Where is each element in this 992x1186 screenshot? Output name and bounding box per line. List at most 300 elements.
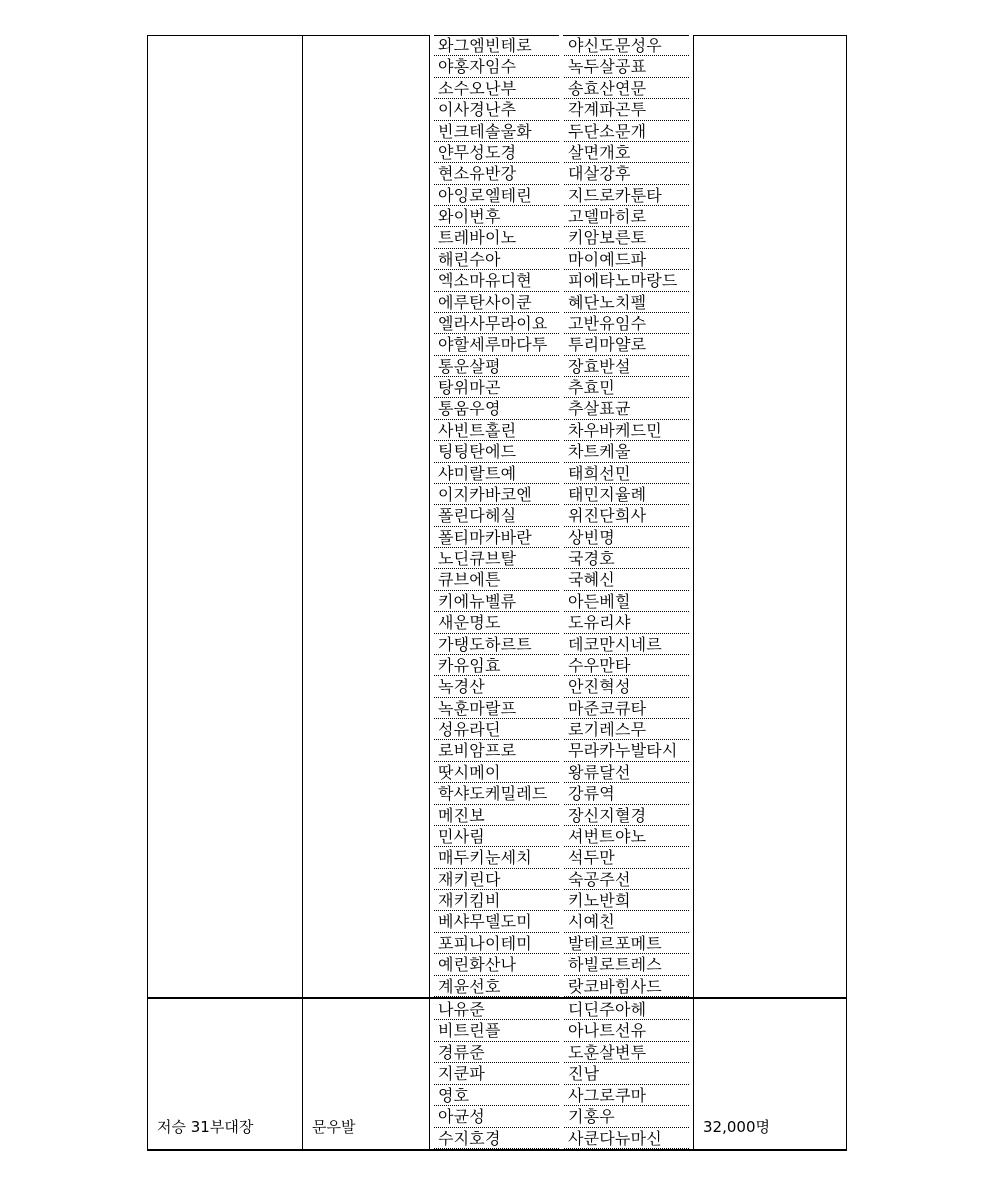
name-row (430, 185, 693, 206)
row-gap (559, 398, 563, 419)
name-left: 로비암프로 (438, 741, 517, 761)
name-left: 이지카바코엔 (438, 484, 532, 504)
name-right: 하빌로트레스 (568, 955, 662, 975)
name-row (430, 783, 693, 804)
row-gap (559, 762, 563, 783)
row-gap (559, 249, 563, 270)
name-row (430, 292, 693, 313)
name-right: 왕류달선 (568, 762, 631, 782)
name-right: 혜단노치펠 (568, 292, 647, 312)
row-gap (430, 999, 434, 1020)
row-gap (689, 1020, 693, 1041)
name-right: 랏코바힘사드 (568, 976, 662, 996)
row-gap (689, 911, 693, 932)
name-row (430, 548, 693, 569)
row-gap (559, 484, 563, 505)
row-gap (430, 783, 434, 804)
row-gap (689, 933, 693, 954)
row-gap (430, 398, 434, 419)
row-gap (559, 612, 563, 633)
row-gap (430, 911, 434, 932)
row-gap (689, 99, 693, 120)
name-right: 숙공주선 (568, 869, 631, 889)
name-left: 경류준 (438, 1042, 485, 1062)
row-gap (559, 78, 563, 99)
name-left: 야홍자임수 (438, 57, 517, 77)
row-gap (689, 676, 693, 697)
name-left: 아잉로엘테린 (438, 185, 532, 205)
group-2-rank-cell: 저승 31부대장 (157, 1118, 254, 1136)
row-gap (430, 954, 434, 975)
row-gap (689, 1128, 693, 1149)
name-left: 비트린플 (438, 1021, 501, 1041)
row-gap (430, 805, 434, 826)
row-gap (559, 847, 563, 868)
name-left: 가탱도하르트 (438, 634, 532, 654)
name-row (430, 99, 693, 120)
name-row (430, 1085, 693, 1106)
row-gap (559, 911, 563, 932)
name-right: 각계파곤투 (568, 100, 647, 120)
row-gap (559, 954, 563, 975)
row-gap (430, 527, 434, 548)
name-left: 이사경난추 (438, 100, 517, 120)
name-right: 데코만시네르 (568, 634, 662, 654)
col-divider-3 (693, 35, 694, 1151)
row-gap (559, 505, 563, 526)
name-row (430, 334, 693, 355)
name-left: 학샤도케밀레드 (438, 784, 548, 804)
row-gap (689, 313, 693, 334)
row-gap (689, 1063, 693, 1084)
row-gap (430, 976, 434, 997)
row-gap (689, 976, 693, 997)
name-row (430, 698, 693, 719)
row-gap (430, 420, 434, 441)
name-right: 도유리샤 (568, 613, 631, 633)
name-right: 무라카누발타시 (568, 741, 678, 761)
row-gap (559, 1063, 563, 1084)
row-gap (559, 356, 563, 377)
row-gap (689, 847, 693, 868)
name-left: 야할세루마다투 (438, 335, 548, 355)
name-row (430, 933, 693, 954)
row-gap (559, 1106, 563, 1127)
row-gap (430, 356, 434, 377)
row-gap (689, 1106, 693, 1127)
name-right: 장효반설 (568, 356, 631, 376)
row-gap (430, 740, 434, 761)
row-gap (559, 999, 563, 1020)
name-left: 소수오난부 (438, 78, 517, 98)
row-gap (430, 1042, 434, 1063)
name-left: 메진보 (438, 805, 485, 825)
row-gap (689, 805, 693, 826)
row-gap (689, 869, 693, 890)
name-right: 시예친 (568, 912, 615, 932)
row-gap (430, 142, 434, 163)
name-left: 영호 (438, 1085, 470, 1105)
name-row (430, 591, 693, 612)
group-2-count-cell: 32,000명 (703, 1118, 770, 1136)
row-gap (559, 463, 563, 484)
row-gap (430, 313, 434, 334)
name-right: 키암보른토 (568, 228, 647, 248)
name-row (430, 1063, 693, 1084)
name-right: 투리마얄로 (568, 335, 647, 355)
name-right: 로기레스무 (568, 720, 647, 740)
row-gap (689, 655, 693, 676)
row-gap (559, 1020, 563, 1041)
name-row (430, 976, 693, 997)
name-right: 위진단희사 (568, 506, 647, 526)
name-right: 키노반희 (568, 891, 631, 911)
row-gap (689, 185, 693, 206)
name-row (430, 398, 693, 419)
name-left: 현소유반강 (438, 164, 517, 184)
name-right: 대살강후 (568, 164, 631, 184)
row-gap (430, 847, 434, 868)
name-right: 기홍우 (568, 1107, 615, 1127)
group-2-names (430, 999, 693, 1149)
row-gap (689, 719, 693, 740)
name-left: 엘라사무라이요 (438, 313, 548, 333)
row-gap (430, 890, 434, 911)
row-gap (430, 634, 434, 655)
name-left: 노딘큐브탈 (438, 549, 517, 569)
name-left: 수지호경 (438, 1128, 501, 1148)
name-left: 예린화산나 (438, 955, 517, 975)
name-left: 땃시메이 (438, 762, 501, 782)
name-left: 와그엠빈테로 (438, 36, 532, 55)
row-gap (689, 505, 693, 526)
name-left: 매두키눈세치 (438, 848, 532, 868)
row-gap (559, 206, 563, 227)
name-left: 와이번후 (438, 207, 501, 227)
name-left: 폴린다헤실 (438, 506, 517, 526)
row-gap (430, 484, 434, 505)
name-left: 녹훈마랄프 (438, 698, 517, 718)
name-left: 베샤무델도미 (438, 912, 532, 932)
name-right: 피에타노마랑드 (568, 271, 678, 291)
name-left: 해린수아 (438, 249, 501, 269)
name-right: 아나트선유 (568, 1021, 647, 1041)
name-left: 나유준 (438, 1000, 485, 1019)
name-row (430, 527, 693, 548)
name-left: 엑소마유디현 (438, 271, 532, 291)
row-gap (559, 56, 563, 77)
name-row (430, 1020, 693, 1041)
row-gap (559, 527, 563, 548)
name-row (430, 270, 693, 291)
row-gap (689, 698, 693, 719)
row-gap (689, 56, 693, 77)
name-row (430, 142, 693, 163)
row-gap (430, 612, 434, 633)
row-gap (689, 334, 693, 355)
row-gap (430, 163, 434, 184)
name-row (430, 847, 693, 868)
row-gap (430, 933, 434, 954)
row-gap (689, 999, 693, 1020)
row-gap (559, 869, 563, 890)
row-gap (559, 591, 563, 612)
name-left: 카유임효 (438, 655, 501, 675)
row-gap (430, 869, 434, 890)
name-row (430, 227, 693, 248)
row-gap (559, 1085, 563, 1106)
name-row (430, 121, 693, 142)
name-right: 장신지혈경 (568, 805, 647, 825)
row-gap (430, 655, 434, 676)
name-right: 야신도문성우 (568, 36, 662, 55)
row-gap (559, 890, 563, 911)
name-row (430, 826, 693, 847)
name-left: 트레바이노 (438, 228, 517, 248)
name-left: 재키린다 (438, 869, 501, 889)
row-gap (430, 1063, 434, 1084)
row-gap (430, 676, 434, 697)
row-gap (430, 334, 434, 355)
row-gap (559, 334, 563, 355)
name-row (430, 890, 693, 911)
row-gap (430, 1020, 434, 1041)
name-left: 키에뉴벨류 (438, 591, 517, 611)
name-row (430, 377, 693, 398)
row-gap (559, 121, 563, 142)
row-gap (559, 676, 563, 697)
row-gap (559, 634, 563, 655)
name-right: 지드로카툰타 (568, 185, 662, 205)
row-gap (559, 783, 563, 804)
name-right: 석두만 (568, 848, 615, 868)
name-right: 발테르포메트 (568, 933, 662, 953)
name-row (430, 1042, 693, 1063)
name-row (430, 441, 693, 462)
row-gap (559, 1128, 563, 1149)
row-gap (689, 762, 693, 783)
name-row (430, 655, 693, 676)
name-row (430, 911, 693, 932)
name-right: 셔번트야노 (568, 826, 647, 846)
name-left: 빈크테솔울화 (438, 121, 532, 141)
row-gap (559, 740, 563, 761)
name-row (430, 484, 693, 505)
name-left: 포피나이테미 (438, 933, 532, 953)
name-row (430, 1128, 693, 1149)
row-gap (430, 569, 434, 590)
row-gap (689, 612, 693, 633)
row-gap (689, 591, 693, 612)
row-gap (430, 56, 434, 77)
table-left-border (147, 35, 148, 1151)
row-gap (689, 463, 693, 484)
name-right: 진남 (568, 1064, 600, 1084)
name-left: 얀무성도경 (438, 142, 517, 162)
row-gap (689, 249, 693, 270)
name-right: 국혜신 (568, 570, 615, 590)
row-gap (559, 270, 563, 291)
row-gap (430, 292, 434, 313)
row-gap (559, 976, 563, 997)
row-gap (559, 292, 563, 313)
row-gap (559, 805, 563, 826)
name-row (430, 676, 693, 697)
name-right: 강류역 (568, 784, 615, 804)
row-gap (559, 35, 563, 56)
name-left: 탕위마곤 (438, 378, 501, 398)
row-gap (559, 185, 563, 206)
name-right: 도훈살변투 (568, 1042, 647, 1062)
row-gap (430, 826, 434, 847)
name-row (430, 249, 693, 270)
name-left: 지쿤파 (438, 1064, 485, 1084)
name-right: 추효민 (568, 378, 615, 398)
row-gap (430, 463, 434, 484)
row-gap (689, 163, 693, 184)
name-row (430, 762, 693, 783)
name-right: 태희선민 (568, 463, 631, 483)
row-gap (689, 826, 693, 847)
row-gap (689, 569, 693, 590)
row-gap (430, 206, 434, 227)
name-left: 큐브에튼 (438, 570, 501, 590)
row-gap (430, 35, 434, 56)
row-gap (559, 377, 563, 398)
row-gap (559, 99, 563, 120)
name-left: 에루탄사이쿤 (438, 292, 532, 312)
row-gap (689, 206, 693, 227)
row-gap (689, 1085, 693, 1106)
name-row (430, 56, 693, 77)
name-right: 마이예드파 (568, 249, 647, 269)
name-row (430, 78, 693, 99)
name-left: 사빈트홀린 (438, 420, 517, 440)
row-gap (689, 121, 693, 142)
row-gap (559, 142, 563, 163)
row-gap (430, 1085, 434, 1106)
name-right: 디딘주아헤 (568, 1000, 647, 1019)
row-gap (430, 591, 434, 612)
row-gap (689, 783, 693, 804)
row-gap (430, 99, 434, 120)
group-2-commander-cell: 문우발 (312, 1118, 356, 1136)
row-gap (689, 548, 693, 569)
row-gap (430, 185, 434, 206)
name-row (430, 634, 693, 655)
row-gap (430, 377, 434, 398)
name-right: 아든베힐 (568, 591, 631, 611)
row-gap (689, 292, 693, 313)
col-divider-1 (302, 35, 303, 1151)
row-gap (689, 954, 693, 975)
name-right: 차트케울 (568, 442, 631, 462)
row-gap (689, 634, 693, 655)
name-left: 폴티마카바란 (438, 527, 532, 547)
row-gap (559, 698, 563, 719)
name-right: 수우만타 (568, 655, 631, 675)
name-right: 두단소문개 (568, 121, 647, 141)
name-left: 통운살평 (438, 356, 501, 376)
name-left: 새운명도 (438, 613, 501, 633)
name-row (430, 206, 693, 227)
name-left: 민사림 (438, 826, 485, 846)
row-gap (430, 548, 434, 569)
row-gap (689, 740, 693, 761)
name-row (430, 954, 693, 975)
row-gap (689, 377, 693, 398)
name-row (430, 719, 693, 740)
row-gap (559, 826, 563, 847)
name-right: 안진혁성 (568, 677, 631, 697)
table-bottom-border (147, 1149, 847, 1151)
name-right: 차우바케드민 (568, 420, 662, 440)
row-gap (430, 698, 434, 719)
row-gap (430, 441, 434, 462)
row-gap (430, 227, 434, 248)
row-gap (559, 313, 563, 334)
name-row (430, 869, 693, 890)
row-gap (430, 270, 434, 291)
row-gap (689, 420, 693, 441)
name-row (430, 569, 693, 590)
name-left: 샤미랄트예 (438, 463, 517, 483)
name-left: 계윤선호 (438, 976, 501, 996)
name-right: 사그로쿠마 (568, 1085, 647, 1105)
name-right: 사쿤다뉴마신 (568, 1128, 662, 1148)
row-gap (559, 163, 563, 184)
row-gap (689, 527, 693, 548)
row-gap (689, 78, 693, 99)
name-right: 태민지율례 (568, 484, 647, 504)
row-gap (430, 719, 434, 740)
name-row (430, 999, 693, 1020)
row-gap (689, 142, 693, 163)
row-gap (559, 548, 563, 569)
name-right: 송효산연문 (568, 78, 647, 98)
row-gap (689, 398, 693, 419)
name-left: 팅팅탄에드 (438, 442, 517, 462)
name-right: 녹두살공표 (568, 57, 647, 77)
name-right: 마준코큐타 (568, 698, 647, 718)
row-gap (430, 78, 434, 99)
name-row (430, 505, 693, 526)
name-left: 녹경산 (438, 677, 485, 697)
row-gap (689, 484, 693, 505)
name-left: 성유라딘 (438, 720, 501, 740)
name-row (430, 463, 693, 484)
name-row (430, 740, 693, 761)
name-right: 국경호 (568, 549, 615, 569)
name-row (430, 313, 693, 334)
name-right: 상빈명 (568, 527, 615, 547)
name-right: 고반유임수 (568, 313, 647, 333)
row-gap (689, 890, 693, 911)
row-gap (689, 35, 693, 56)
row-gap (689, 441, 693, 462)
name-right: 추살표균 (568, 399, 631, 419)
name-row (430, 163, 693, 184)
row-gap (559, 655, 563, 676)
row-gap (430, 121, 434, 142)
row-gap (559, 420, 563, 441)
row-gap (430, 505, 434, 526)
row-gap (559, 441, 563, 462)
row-gap (559, 569, 563, 590)
table-right-border (846, 35, 847, 1151)
name-right: 고델마히로 (568, 207, 647, 227)
row-gap (689, 1042, 693, 1063)
